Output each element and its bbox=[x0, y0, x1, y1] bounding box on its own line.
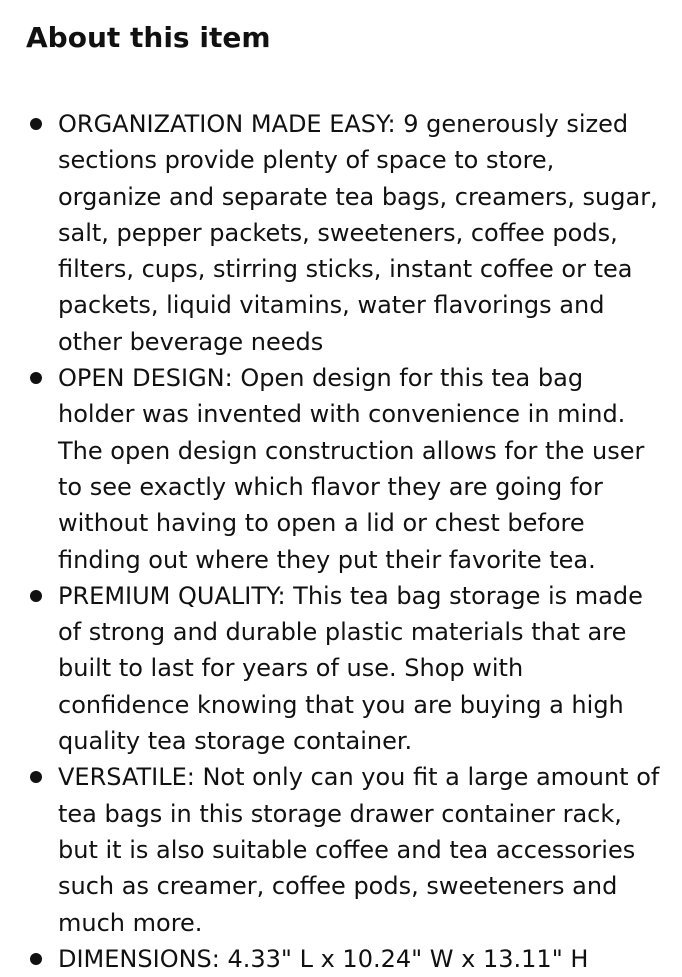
bullet-dot-icon bbox=[30, 590, 42, 602]
bullet-text: DIMENSIONS: 4.33" L x 10.24" W x 13.11" H bbox=[58, 944, 589, 973]
feature-bullet-list bbox=[26, 106, 660, 977]
bullet-text: OPEN DESIGN: Open design for this tea bag holder was invented with convenience in mind. The open design construction allows for the user to see exactly which flavor they are going for without having to open a lid or chest before finding out where they put their favorite tea. bbox=[58, 364, 645, 574]
feature-bullet-dimensions bbox=[26, 941, 660, 977]
bullet-text: VERSATILE: Not only can you fit a large amount of tea bags in this storage drawer container rack, but it is also suitable coffee and tea accessories such as creamer, coffee pods, sweeteners and much more. bbox=[58, 763, 660, 937]
bullet-dot-icon bbox=[30, 118, 42, 130]
feature-bullet-premium-quality bbox=[26, 578, 660, 759]
bullet-dot-icon bbox=[30, 771, 42, 783]
section-title: About this item bbox=[26, 21, 271, 54]
bullet-dot-icon bbox=[30, 953, 42, 965]
feature-bullet-open-design bbox=[26, 360, 660, 578]
bullet-dot-icon bbox=[30, 372, 42, 384]
feature-bullet-versatile bbox=[26, 759, 660, 940]
bullet-text: PREMIUM QUALITY: This tea bag storage is made of strong and durable plastic materials that are built to last for years of use. Shop with confidence knowing that you are buying a high quality tea storage container. bbox=[58, 581, 643, 756]
bullet-text: ORGANIZATION MADE EASY: 9 generously sized sections provide plenty of space to store, organize and separate tea bags, creamers, sugar, salt, pepper packets, sweeteners, coffee pods, filters, cups, stirring sticks, instant coffee or tea packets, liquid vitamins, water flavorings and other beverage needs bbox=[58, 110, 658, 356]
feature-bullet-organization bbox=[26, 106, 660, 360]
